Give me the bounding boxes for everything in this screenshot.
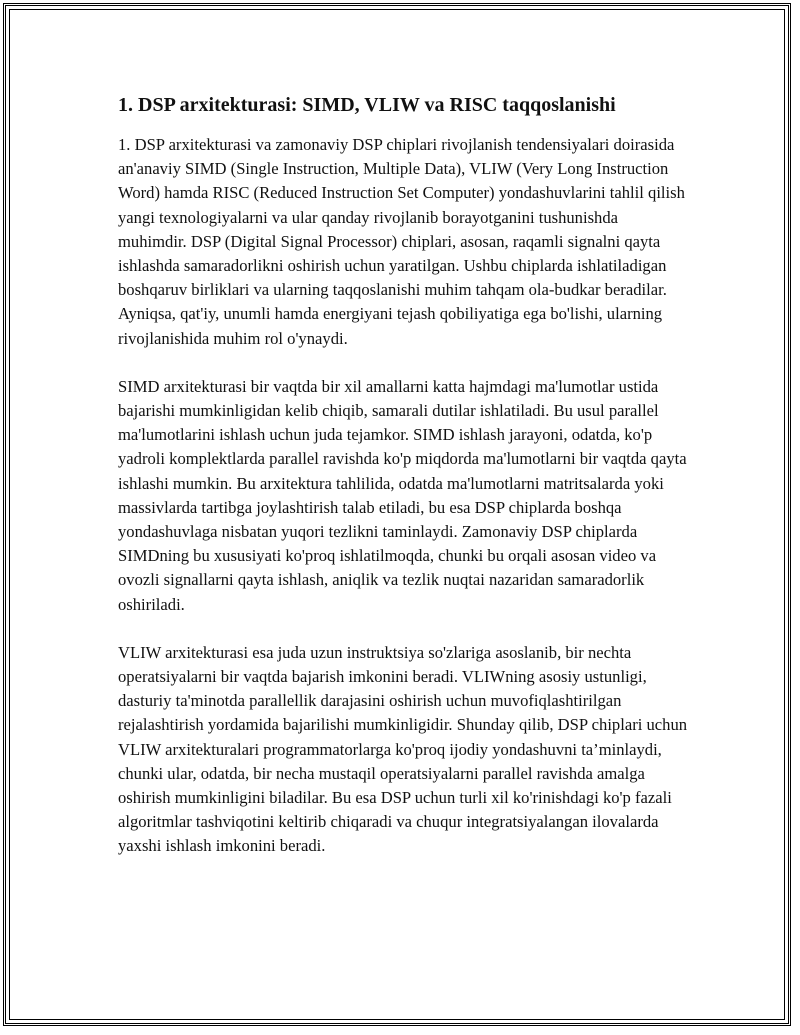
paragraph-intro: 1. DSP arxitekturasi va zamonaviy DSP chiplari rivojlanish tendensiyalari doirasida an'anaviy SIMD (Single Instruction, Multiple Data), VLIW (Very Long Instruction Word) hamda RISC (Reduced Instruction Set Computer) yondashuvlarini tahlil qilish yangi texnologiyalarni va ular qanday rivojlanib borayotganini tushunishda muhimdir. DSP (Digital Signal Processor) chiplari, asosan, raqamli signalni qayta ishlashda samaradorlikni oshirish uchun yaratilgan. Ushbu chiplarda ishlatiladigan boshqaruv birliklari va ularning taqqoslanishi muhim tahqam ola-budkar beradilar. Ayniqsa, qat'iy, unumli hamda energiyani tejash qobiliyatiga ega bo'lishi, ularning rivojlanishida muhim rol o'ynaydi. (118, 135, 685, 348)
paragraph-simd: SIMD arxitekturasi bir vaqtda bir xil amallarni katta hajmdagi ma'lumotlar ustida bajarishi mumkinligidan kelib chiqib, samarali dutilar ishlatiladi. Bu usul parallel ma'lumotlarini ishlash uchun juda tejamkor. SIMD ishlash jarayoni, odatda, ko'p yadroli komplektlarda parallel ravishda ko'p miqdorda ma'lumotlarni bir vaqtda qayta ishlashi mumkin. Bu arxitektura tahlilida, odatda ma'lumotlarni matritsalarda yoki massivlarda tartibga joylashtirish talab etiladi, bu esa DSP chiplarda boshqa yondashuvlaga nisbatan yuqori tezlikni taminlaydi. Zamonaviy DSP chiplarda SIMDning bu xususiyati ko'proq ishlatilmoqda, chunki bu orqali asosan video va ovozli signallarni qayta ishlash, aniqlik va tezlik nuqtai nazaridan samaradorlik oshiriladi. (118, 376, 687, 614)
paragraph-vliw: VLIW arxitekturasi esa juda uzun instruktsiya so'zlariga asoslanib, bir nechta operatsiyalarni bir vaqtda bajarish imkonini beradi. VLIWning asosiy ustunligi, dasturiy ta'minotda parallellik darajasini oshirish uchun muvofiqlashtirilgan rejalashtirish yordamida bajarilishi mumkinligidir. Shunday qilib, DSP chiplari uchun VLIW arxitekturalari programmatorlarga ko'proq ijodiy yondashuvni ta’minlaydi, chunki ular, odatda, bir necha mustaqil operatsiyalarni parallel ravishda amalga oshirish mumkinligini biladilar. Bu esa DSP uchun turli xil ko'rinishdagi ko'p fazali algoritmlar tashviqotini keltirib chiqaradi va chuqur integratsiyalangan ilovalarda yaxshi ishlash imkonini beradi. (118, 642, 688, 856)
document-title: 1. DSP arxitekturasi: SIMD, VLIW va RISC taqqoslanishi (118, 94, 616, 116)
document-body (118, 92, 688, 883)
